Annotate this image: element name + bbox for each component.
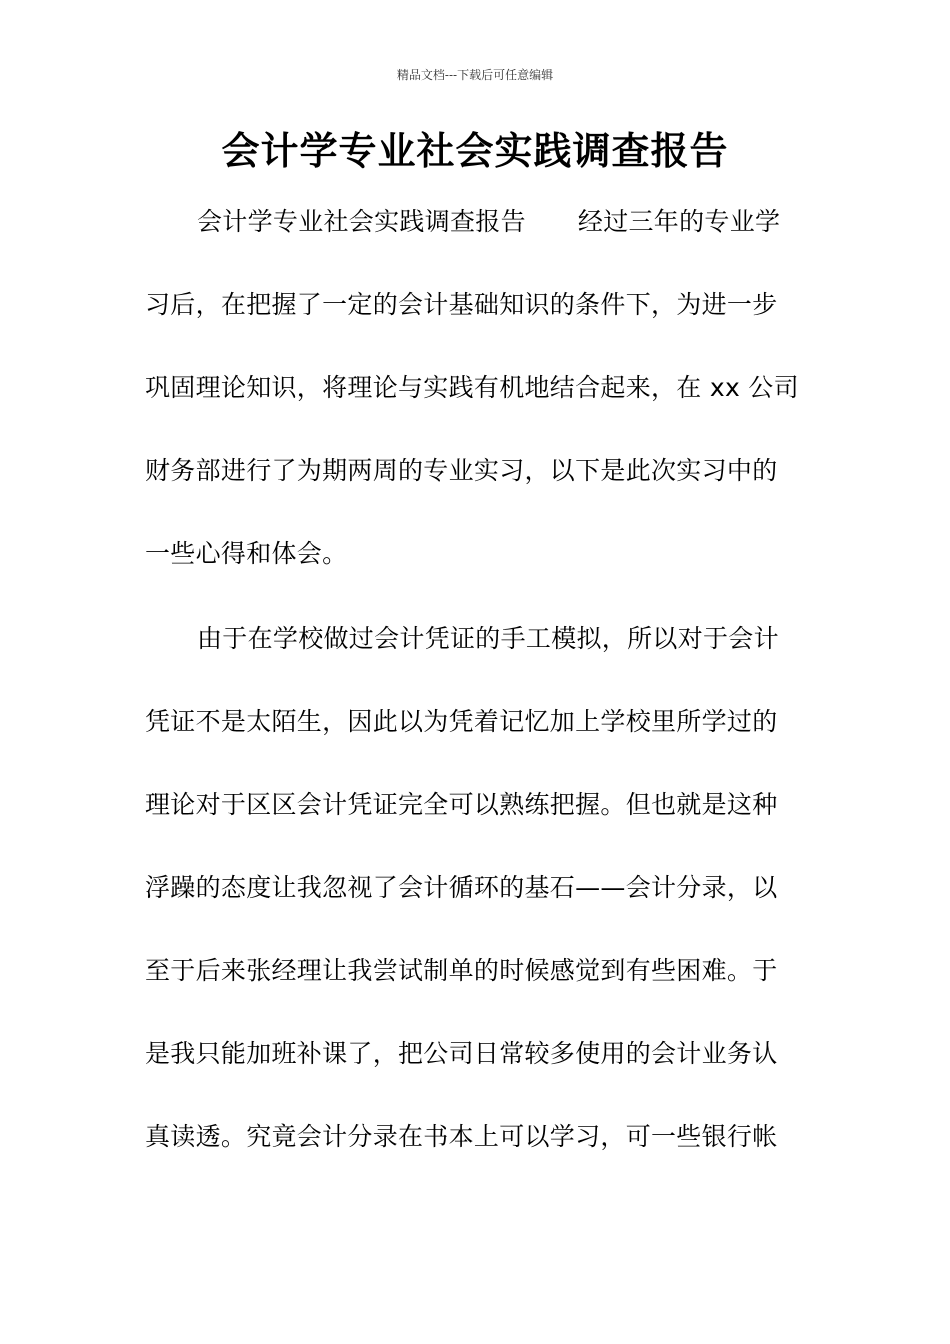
paragraph-1-line-5: 一些心得和体会。	[145, 539, 348, 568]
paragraph-1-line-3: 巩固理论知识，将理论与实践有机地结合起来，在 xx 公司	[145, 373, 799, 402]
paragraph-2-line-4: 浮躁的态度让我忽视了会计循环的基石——会计分录，以	[145, 873, 778, 902]
paragraph-1-line-1-b: 经过三年的专业学	[577, 207, 781, 236]
paragraph-2-line-7: 真读透。究竟会计分录在书本上可以学习，可一些银行帐	[145, 1122, 778, 1151]
paragraph-1-line-4: 财务部进行了为期两周的专业实习，以下是此次实习中的	[145, 456, 778, 485]
document-title: 会计学专业社会实践调查报告	[221, 129, 729, 173]
paragraph-1-line-1	[197, 205, 780, 239]
paragraph-2-line-1: 由于在学校做过会计凭证的手工模拟，所以对于会计	[197, 624, 779, 653]
paragraph-1-line-2: 习后，在把握了一定的会计基础知识的条件下，为进一步	[145, 290, 778, 319]
paragraph-2-line-6: 是我只能加班补课了，把公司日常较多使用的会计业务认	[145, 1039, 778, 1068]
paragraph-2-line-5: 至于后来张经理让我尝试制单的时候感觉到有些困难。于	[145, 956, 778, 985]
paragraph-2-line-3: 理论对于区区会计凭证完全可以熟练把握。但也就是这种	[145, 790, 778, 819]
paragraph-1-line-1-a: 会计学专业社会实践调查报告	[197, 207, 526, 236]
header-note: 精品文档---下载后可任意编辑	[396, 68, 554, 82]
paragraph-2-line-2: 凭证不是太陌生，因此以为凭着记忆加上学校里所学过的	[145, 707, 778, 736]
